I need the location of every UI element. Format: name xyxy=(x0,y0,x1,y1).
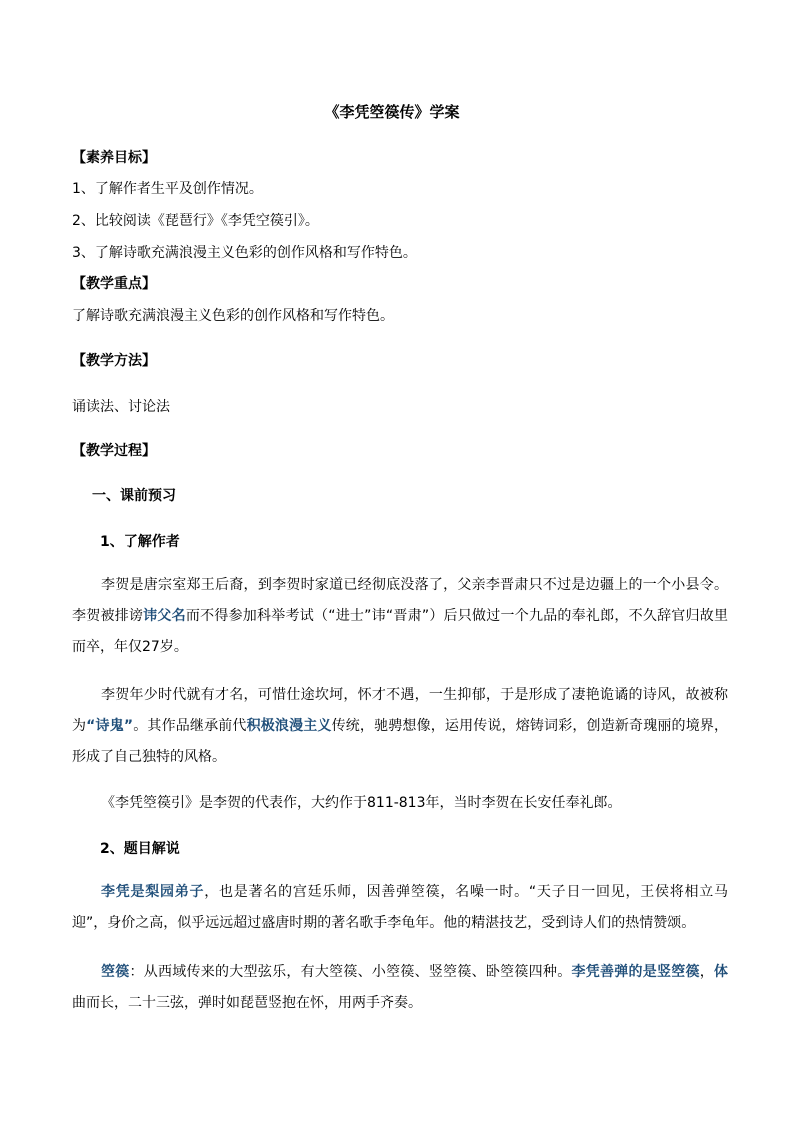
objective-item: 1、了解作者生平及创作情况。 xyxy=(72,181,263,197)
highlight-text: 箜篌 xyxy=(101,964,130,980)
text-run: 传统，驰骋想像，运用传说，熔铸词彩，创造新奇瑰丽的境界，形成了自己独特的风格。 xyxy=(72,718,729,765)
highlight-text: 积极浪漫主义 xyxy=(246,718,332,734)
text-run: 而不得参加科举考试（“进士”讳“晋肃”）后只做过一个九品的奉礼郎，不久辞官归故里而卒，年仅27岁。 xyxy=(72,608,728,655)
method-text: 诵读法、讨论法 xyxy=(72,399,170,415)
document-title: 《李凭箜篌传》学案 xyxy=(324,103,460,121)
highlight-text: 体 xyxy=(714,964,729,980)
author-paragraph-2 xyxy=(72,680,728,773)
method-heading: 【教学方法】 xyxy=(72,353,156,369)
process-heading: 【教学过程】 xyxy=(72,443,156,459)
section-preview-heading: 一、课前预习 xyxy=(92,488,176,504)
highlight-text: “诗鬼” xyxy=(86,718,134,734)
text-run: 李贺年少时代就有才名，可惜仕途坎坷，怀才不遇，一生抑郁，于是形成了凄艳诡谲的诗风，故被称为 xyxy=(72,687,728,734)
text-run: ，也是著名的宫廷乐师，因善弹箜篌，名噪一时。“天子日一回见，王侯将相立马迎”，身价之高，似乎远远超过盛唐时期的著名歌手李龟年。他的精湛技艺，受到诗人们的热情赞颂。 xyxy=(72,884,728,931)
focus-heading: 【教学重点】 xyxy=(72,276,156,292)
subsection-title-heading: 2、题目解说 xyxy=(100,841,180,857)
objective-item: 3、了解诗歌充满浪漫主义色彩的创作风格和写作特色。 xyxy=(72,245,417,261)
highlight-text: 讳父名 xyxy=(143,608,186,624)
subsection-author-heading: 1、了解作者 xyxy=(100,534,180,550)
focus-text: 了解诗歌充满浪漫主义色彩的创作风格和写作特色。 xyxy=(72,308,394,324)
text-run: 曲而长，二十三弦，弹时如琵琶竖抱在怀，用两手齐奏。 xyxy=(72,995,422,1011)
text-run: 李贺是唐宗室郑王后裔，到李贺时家道已经彻底没落了，父亲李晋肃只不过是边疆上的一个小县令。李贺被排谤 xyxy=(72,577,728,624)
text-run: ， xyxy=(699,964,715,980)
highlight-text: 李凭善弹的是竖箜篌 xyxy=(571,964,700,980)
text-run: 。其作品继承前代 xyxy=(133,718,247,734)
objectives-heading: 【素养目标】 xyxy=(72,150,156,166)
author-paragraph-1 xyxy=(72,570,728,663)
title-paragraph-1 xyxy=(72,877,728,939)
text-run: ：从西域传来的大型弦乐，有大箜篌、小箜篌、竖箜篌、卧箜篌四种。 xyxy=(129,964,572,980)
highlight-text: 李凭是梨园弟子 xyxy=(101,884,205,900)
author-paragraph-3: 《李凭箜篌引》是李贺的代表作，大约作于811-813年，当时李贺在长安任奉礼郎。 xyxy=(101,795,622,811)
title-paragraph-2 xyxy=(72,957,728,1019)
objective-item: 2、比较阅读《琵琶行》《李凭空篌引》。 xyxy=(72,213,319,229)
